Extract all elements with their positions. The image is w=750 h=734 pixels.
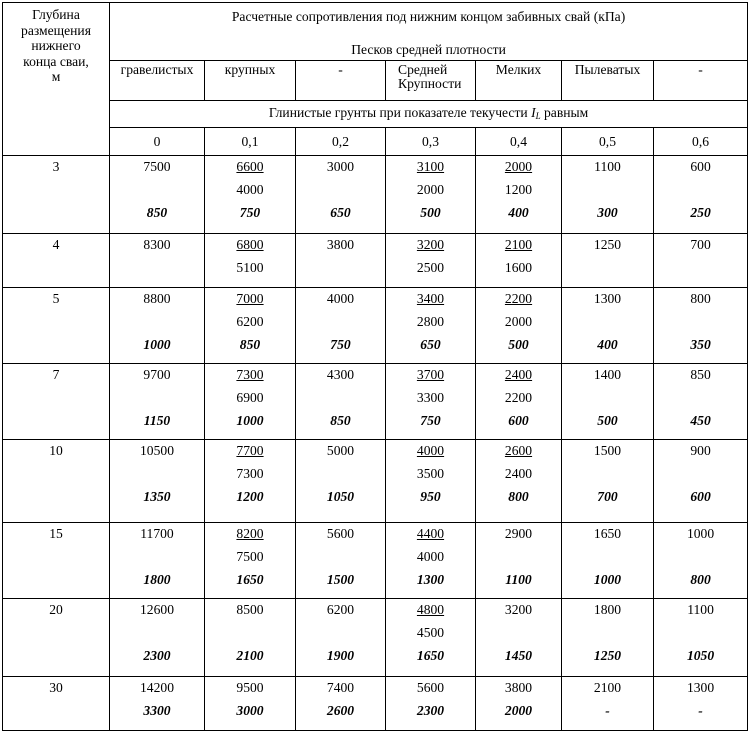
value-cell: [476, 234, 562, 288]
sand-value: 3800: [504, 679, 533, 695]
value-cell: [205, 522, 296, 598]
il-value: 0,3: [386, 128, 476, 156]
sand-value: 6900: [236, 390, 264, 406]
sand-value: 1100: [687, 601, 714, 617]
clay-value: 1000: [593, 571, 622, 587]
clay-value: 600: [508, 413, 529, 429]
table-row: [3, 440, 748, 522]
clay-value: 450: [690, 413, 711, 429]
clay-value: 500: [508, 337, 529, 353]
clay-value: 1650: [416, 647, 445, 663]
clay-value: 1150: [143, 413, 171, 429]
clay-value: -: [698, 702, 703, 718]
sand-value: 1500: [593, 443, 622, 459]
sand-value: 12600: [140, 601, 174, 617]
value-cell: [110, 156, 205, 234]
clay-value: 600: [690, 489, 711, 505]
value-cell: [386, 156, 476, 234]
value-cell: [110, 676, 205, 730]
sand-value: 6200: [236, 314, 264, 330]
value-cell: [296, 598, 386, 676]
sand-value: 1250: [593, 237, 622, 253]
sand-value: 2900: [504, 525, 533, 541]
clay-value: 800: [690, 571, 711, 587]
sand-value: 3400: [416, 291, 445, 307]
table-title: Расчетные сопротивления под нижним концом забивных свай (кПа) Песков средней плотности: [110, 3, 748, 61]
clay-value: 400: [508, 205, 529, 220]
sand-value: 14200: [140, 679, 174, 695]
clay-value: 1050: [326, 489, 355, 505]
value-cell: [476, 440, 562, 522]
value-cell: [110, 598, 205, 676]
depth-cell: 20: [3, 598, 110, 676]
sand-value: 11700: [140, 525, 174, 541]
sand-value: 600: [690, 159, 711, 174]
value-cell: [386, 598, 476, 676]
sand-value: 2400: [504, 367, 533, 383]
table-row: [3, 598, 748, 676]
value-cell: [296, 234, 386, 288]
sand-value: 2500: [416, 260, 445, 276]
il-value: 0,1: [205, 128, 296, 156]
value-cell: [205, 364, 296, 440]
clay-value: 950: [420, 489, 441, 505]
clay-value: 1650: [236, 571, 264, 587]
sand-value: 8800: [143, 291, 171, 307]
sand-value: 2000: [416, 182, 445, 197]
clay-value: 2100: [236, 647, 264, 663]
clay-value: 700: [597, 489, 618, 505]
sand-value: 6600: [236, 159, 264, 174]
il-value: 0,2: [296, 128, 386, 156]
sand-value: 2400: [504, 466, 533, 482]
clay-value: 1050: [686, 647, 715, 663]
clay-value: 800: [508, 489, 529, 505]
value-cell: [296, 364, 386, 440]
clay-value: 1350: [143, 489, 171, 505]
sand-value: 8200: [236, 525, 264, 541]
value-cell: [654, 364, 748, 440]
value-cell: [296, 522, 386, 598]
sand-value: 800: [690, 291, 711, 307]
sand-value: 900: [690, 443, 711, 459]
value-cell: [476, 598, 562, 676]
sand-value: 2100: [593, 679, 622, 695]
value-cell: [110, 288, 205, 364]
value-cell: [296, 440, 386, 522]
value-cell: [110, 364, 205, 440]
clay-value: 1500: [326, 571, 355, 587]
value-cell: [562, 156, 654, 234]
il-value: 0: [110, 128, 205, 156]
value-cell: [476, 522, 562, 598]
value-cell: [476, 676, 562, 730]
clay-value: 850: [330, 413, 351, 429]
sand-value: 5100: [236, 260, 264, 276]
sand-value: 3000: [326, 159, 355, 174]
value-cell: [476, 156, 562, 234]
value-cell: [205, 598, 296, 676]
il-value: 0,6: [654, 128, 748, 156]
value-cell: [386, 522, 476, 598]
sand-value: 2000: [504, 159, 533, 174]
sand-value: 7700: [236, 443, 264, 459]
sand-value: 4400: [416, 525, 445, 541]
clay-value: 3000: [236, 702, 264, 718]
sand-value: 8300: [143, 237, 171, 253]
value-cell: [386, 440, 476, 522]
value-cell: [476, 364, 562, 440]
clay-value: 1300: [416, 571, 445, 587]
clay-value: 2300: [416, 702, 445, 718]
sand-value: 1200: [504, 182, 533, 197]
value-cell: [110, 522, 205, 598]
table-row: [3, 676, 748, 730]
sand-value: 9500: [236, 679, 264, 695]
sand-value: 7400: [326, 679, 355, 695]
sand-type: Средней Крупности: [386, 61, 476, 101]
sand-value: 2200: [504, 390, 533, 406]
sand-value: 1100: [594, 159, 621, 174]
value-cell: [205, 156, 296, 234]
clay-value: 1100: [505, 571, 532, 587]
sand-value: 3300: [416, 390, 445, 406]
value-cell: [110, 440, 205, 522]
depth-cell: 3: [3, 156, 110, 234]
value-cell: [654, 440, 748, 522]
sand-value: 7500: [143, 159, 171, 174]
sand-value: 4000: [416, 443, 445, 459]
clay-value: 500: [597, 413, 618, 429]
clay-value: 750: [330, 337, 351, 353]
sand-value: 3500: [416, 466, 445, 482]
sand-value: 6200: [326, 601, 355, 617]
clay-value: 1450: [504, 647, 533, 663]
clay-value: 650: [420, 337, 441, 353]
depth-header: Глубина размещения нижнего конца сваи, м: [3, 3, 110, 156]
sand-value: 4500: [416, 624, 445, 640]
table-row: [3, 522, 748, 598]
sand-value: 8500: [236, 601, 264, 617]
sand-value: 5600: [416, 679, 445, 695]
depth-cell: 10: [3, 440, 110, 522]
sand-type: -: [296, 61, 386, 101]
value-cell: [205, 288, 296, 364]
value-cell: [386, 364, 476, 440]
value-cell: [296, 156, 386, 234]
clay-value: 1000: [236, 413, 264, 429]
value-cell: [205, 440, 296, 522]
sand-value: 4000: [236, 182, 264, 197]
value-cell: [654, 676, 748, 730]
pile-resistance-table: [2, 2, 748, 731]
depth-cell: 30: [3, 676, 110, 730]
value-cell: [654, 522, 748, 598]
value-cell: [386, 288, 476, 364]
table-body: [3, 156, 748, 731]
table-row: [3, 288, 748, 364]
clay-value: 850: [146, 205, 168, 220]
value-cell: [562, 440, 654, 522]
value-cell: [562, 234, 654, 288]
clay-value: 1200: [236, 489, 264, 505]
sand-type: Пылеватых: [562, 61, 654, 101]
sand-value: 2000: [504, 314, 533, 330]
value-cell: [386, 234, 476, 288]
value-cell: [476, 288, 562, 364]
table-row: [3, 156, 748, 234]
value-cell: [562, 676, 654, 730]
clay-value: 400: [597, 337, 618, 353]
sand-type: гравелистых: [110, 61, 205, 101]
clay-value: 3300: [143, 702, 171, 718]
sand-value: 1800: [593, 601, 622, 617]
clay-value: 650: [330, 205, 351, 220]
sand-type: Мелких: [476, 61, 562, 101]
value-cell: [654, 288, 748, 364]
sand-value: 3700: [416, 367, 445, 383]
sand-value: 1300: [686, 679, 715, 695]
sand-value: 1400: [593, 367, 622, 383]
sand-value: 5600: [326, 525, 355, 541]
sand-value: 10500: [140, 443, 174, 459]
clay-value: 500: [420, 205, 441, 220]
value-cell: [205, 676, 296, 730]
value-cell: [562, 288, 654, 364]
sand-value: 3200: [416, 237, 445, 253]
clay-title: Глинистые грунты при показателе текучести IL равным: [110, 101, 748, 128]
value-cell: [654, 234, 748, 288]
value-cell: [110, 234, 205, 288]
sand-value: 1000: [686, 525, 715, 541]
depth-cell: 15: [3, 522, 110, 598]
depth-cell: 4: [3, 234, 110, 288]
value-cell: [296, 676, 386, 730]
clay-value: 300: [597, 205, 618, 220]
clay-value: 750: [420, 413, 441, 429]
clay-value: 1000: [143, 337, 171, 353]
value-cell: [205, 234, 296, 288]
sand-title: Песков средней плотности: [351, 42, 506, 57]
sand-value: 4000: [416, 548, 445, 564]
sand-value: 3800: [326, 237, 355, 253]
sand-value: 7300: [236, 466, 264, 482]
sand-value: 4800: [416, 601, 445, 617]
sand-value: 4300: [326, 367, 355, 383]
value-cell: [386, 676, 476, 730]
clay-value: 250: [690, 205, 711, 220]
sand-value: 3100: [416, 159, 445, 174]
clay-value: 350: [690, 337, 711, 353]
value-cell: [562, 522, 654, 598]
sand-type: -: [654, 61, 748, 101]
sand-value: 6800: [236, 237, 264, 253]
depth-cell: 7: [3, 364, 110, 440]
clay-value: 2300: [143, 647, 171, 663]
sand-value: 1600: [504, 260, 533, 276]
clay-value: 1250: [593, 647, 622, 663]
clay-value: 2600: [326, 702, 355, 718]
sand-value: 2100: [504, 237, 533, 253]
clay-value: 750: [239, 205, 261, 220]
clay-value: 1900: [326, 647, 355, 663]
sand-value: 2200: [504, 291, 533, 307]
sand-value: 3200: [504, 601, 533, 617]
il-value: 0,4: [476, 128, 562, 156]
sand-value: 2600: [504, 443, 533, 459]
value-cell: [654, 598, 748, 676]
value-cell: [562, 364, 654, 440]
sand-value: 7300: [236, 367, 264, 383]
clay-value: -: [605, 702, 610, 718]
il-value: 0,5: [562, 128, 654, 156]
sand-value: 850: [690, 367, 711, 383]
depth-cell: 5: [3, 288, 110, 364]
clay-value: 1800: [143, 571, 171, 587]
sand-value: 1650: [593, 525, 622, 541]
sand-value: 1300: [593, 291, 622, 307]
sand-value: 4000: [326, 291, 355, 307]
value-cell: [654, 156, 748, 234]
value-cell: [562, 598, 654, 676]
sand-value: 2800: [416, 314, 445, 330]
table-row: [3, 234, 748, 288]
table-row: [3, 364, 748, 440]
clay-value: 2000: [504, 702, 533, 718]
sand-value: 5000: [326, 443, 355, 459]
sand-value: 9700: [143, 367, 171, 383]
sand-value: 7000: [236, 291, 264, 307]
sand-value: 700: [690, 237, 711, 253]
sand-type: крупных: [205, 61, 296, 101]
value-cell: [296, 288, 386, 364]
clay-value: 850: [239, 337, 261, 353]
sand-value: 7500: [236, 548, 264, 564]
